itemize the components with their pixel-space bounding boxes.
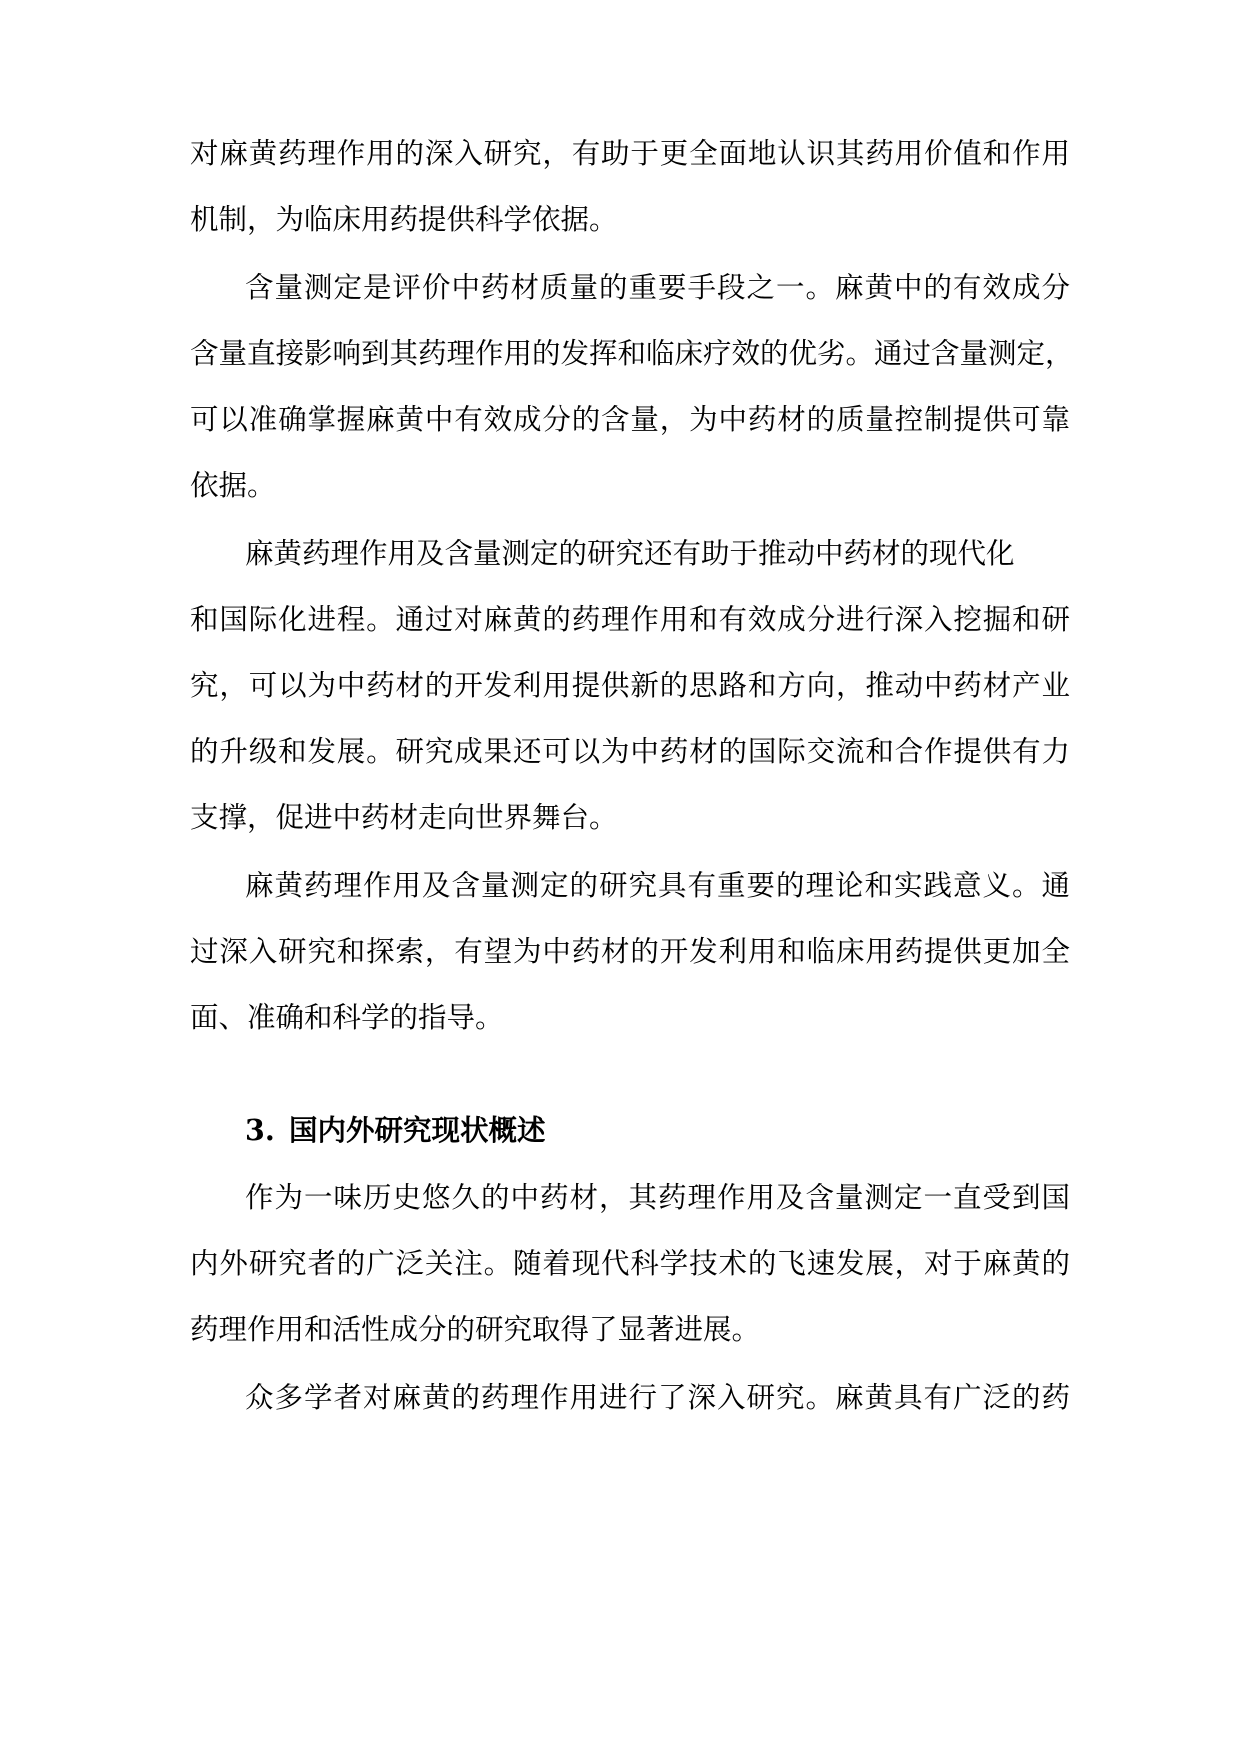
paragraph-3-line-4: 的升级和发展。研究成果还可以为中药材的国际交流和合作提供有力: [190, 735, 1070, 768]
section-paragraph-1-line-3: 药理作用和活性成分的研究取得了显著进展。: [190, 1313, 761, 1346]
section-heading: [245, 1108, 546, 1152]
paragraph-2-line-3: 可以准确掌握麻黄中有效成分的含量，为中药材的质量控制提供可靠: [190, 403, 1070, 436]
paragraph-2-line-4: 依据。: [190, 469, 276, 502]
section-paragraph-1-line-1: 作为一味历史悠久的中药材，其药理作用及含量测定一直受到国: [245, 1181, 1070, 1214]
paragraph-2-line-2: 含量直接影响到其药理作用的发挥和临床疗效的优劣。通过含量测定，: [190, 337, 1074, 370]
paragraph-4-line-3: 面、准确和科学的指导。: [190, 1001, 504, 1034]
paragraph-4-line-2: 过深入研究和探索，有望为中药材的开发利用和临床用药提供更加全: [190, 935, 1070, 968]
paragraph-3-line-5: 支撑，促进中药材走向世界舞台。: [190, 801, 618, 834]
section-paragraph-1-line-2: 内外研究者的广泛关注。随着现代科学技术的飞速发展，对于麻黄的: [190, 1247, 1070, 1280]
paragraph-1-line-1: 对麻黄药理作用的深入研究，有助于更全面地认识其药用价值和作用: [190, 137, 1070, 170]
paragraph-3-line-2: 和国际化进程。通过对麻黄的药理作用和有效成分进行深入挖掘和研: [190, 603, 1070, 636]
paragraph-3-line-3: 究，可以为中药材的开发利用提供新的思路和方向，推动中药材产业: [190, 669, 1070, 702]
paragraph-1-line-2: 机制，为临床用药提供科学依据。: [190, 203, 618, 236]
section-paragraph-2-line-1: 众多学者对麻黄的药理作用进行了深入研究。麻黄具有广泛的药: [245, 1381, 1070, 1414]
paragraph-2-line-1: 含量测定是评价中药材质量的重要手段之一。麻黄中的有效成分: [245, 271, 1070, 304]
section-number: 3.: [245, 1113, 275, 1147]
section-title: 国内外研究现状概述: [289, 1113, 546, 1147]
paragraph-4-line-1: 麻黄药理作用及含量测定的研究具有重要的理论和实践意义。通: [245, 869, 1070, 902]
paragraph-3-line-1: 麻黄药理作用及含量测定的研究还有助于推动中药材的现代化: [245, 537, 1015, 570]
